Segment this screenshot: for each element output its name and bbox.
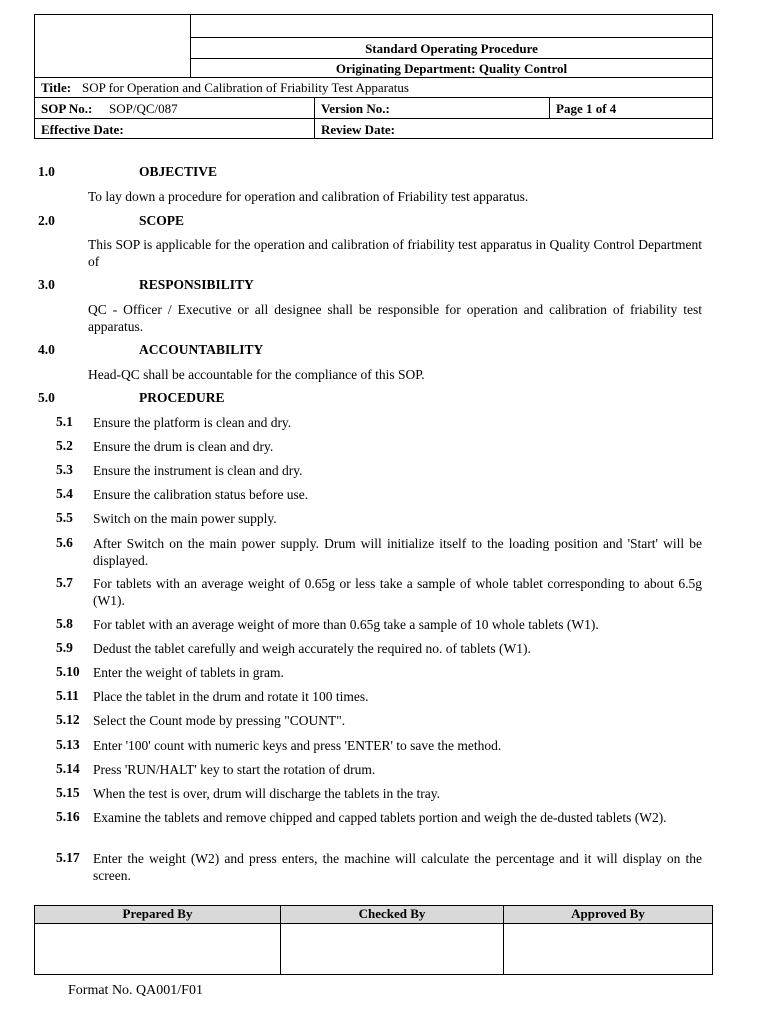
step-text: Enter the weight of tablets in gram. xyxy=(93,665,284,680)
step-text: Enter '100' count with numeric keys and press 'ENTER' to save the method. xyxy=(93,738,502,753)
page-cell xyxy=(549,97,713,119)
step-text: Ensure the platform is clean and dry. xyxy=(93,415,292,430)
section-number: 3.0 xyxy=(38,277,55,292)
step-text: Dedust the tablet carefully and weigh accurately the required no. of tablets (W1). xyxy=(93,641,531,656)
step-number: 5.16 xyxy=(56,809,80,824)
step-number: 5.13 xyxy=(56,737,80,752)
page-label: Page 1 of 4 xyxy=(556,101,617,116)
step-text: Press 'RUN/HALT' key to start the rotation of drum. xyxy=(93,762,376,777)
step-text: When the test is over, drum will discharge the tablets in the tray. xyxy=(93,786,440,801)
step-number: 5.10 xyxy=(56,664,80,679)
header-blank-cell xyxy=(190,14,713,38)
step-text: Examine the tablets and remove chipped and capped tablets portion and weigh the de-dusted tablets (W2). xyxy=(93,810,667,825)
step-number: 5.1 xyxy=(56,414,73,429)
section-number: 5.0 xyxy=(38,390,55,405)
step-number: 5.15 xyxy=(56,785,80,800)
step-number: 5.8 xyxy=(56,616,73,631)
format-number: Format No. QA001/F01 xyxy=(68,983,203,998)
step-number: 5.3 xyxy=(56,462,73,477)
section-text: To lay down a procedure for operation and calibration of Friability test apparatus. xyxy=(88,189,529,204)
header-line2-cell xyxy=(190,58,713,78)
step-text: Ensure the instrument is clean and dry. xyxy=(93,463,303,478)
header-line1-cell xyxy=(190,37,713,59)
approved-by-label: Approved By xyxy=(571,906,645,921)
sop-heading: Standard Operating Procedure xyxy=(365,41,538,56)
step-number: 5.7 xyxy=(56,575,73,590)
section-title: ACCOUNTABILITY xyxy=(139,342,264,357)
section-title: SCOPE xyxy=(139,213,185,228)
review-date-cell xyxy=(314,118,713,139)
checked-by-label: Checked By xyxy=(358,906,426,921)
section-number: 4.0 xyxy=(38,342,55,357)
version-cell xyxy=(314,97,550,119)
step-text: Switch on the main power supply. xyxy=(93,511,277,526)
step-text: For tablets with an average weight of 0.65g or less take a sample of whole tablet corresponding to about 6.5g (W1). xyxy=(93,576,702,608)
prepared-by-sign-cell xyxy=(34,923,281,975)
section-number: 2.0 xyxy=(38,213,55,228)
section-title: OBJECTIVE xyxy=(139,164,218,179)
step-number: 5.17 xyxy=(56,850,80,865)
step-number: 5.2 xyxy=(56,438,73,453)
checked-by-sign-cell xyxy=(280,923,504,975)
prepared-by-label: Prepared By xyxy=(122,906,193,921)
review-date-label: Review Date: xyxy=(321,122,395,137)
step-text: Select the Count mode by pressing "COUNT". xyxy=(93,713,346,728)
section-number: 1.0 xyxy=(38,164,55,179)
title-cell xyxy=(34,77,713,98)
step-number: 5.11 xyxy=(56,688,79,703)
sop-no-cell xyxy=(34,97,315,119)
step-text: Ensure the drum is clean and dry. xyxy=(93,439,274,454)
sop-no-label: SOP No.: xyxy=(41,101,93,116)
section-text: This SOP is applicable for the operation and calibration of friability test apparatus in Quality Control Department of xyxy=(88,237,702,269)
step-number: 5.9 xyxy=(56,640,73,655)
section-title: PROCEDURE xyxy=(139,390,225,405)
step-text: Place the tablet in the drum and rotate it 100 times. xyxy=(93,689,369,704)
step-text: Ensure the calibration status before use. xyxy=(93,487,309,502)
logo-box xyxy=(34,14,191,78)
step-number: 5.14 xyxy=(56,761,80,776)
step-number: 5.4 xyxy=(56,486,73,501)
step-text: Enter the weight (W2) and press enters, the machine will calculate the percentage and it will display on the screen. xyxy=(93,851,702,883)
section-title: RESPONSIBILITY xyxy=(139,277,254,292)
effective-date-cell xyxy=(34,118,315,139)
step-text: For tablet with an average weight of more than 0.65g take a sample of 10 whole tablets (W1). xyxy=(93,617,599,632)
title-value: SOP for Operation and Calibration of Friability Test Apparatus xyxy=(82,80,409,95)
step-text: After Switch on the main power supply. Drum will initialize itself to the loading position and 'Start' will be displayed. xyxy=(93,536,702,568)
step-number: 5.12 xyxy=(56,712,80,727)
title-label: Title: xyxy=(41,80,72,95)
approved-by-sign-cell xyxy=(503,923,713,975)
step-number: 5.6 xyxy=(56,535,73,550)
version-label: Version No.: xyxy=(321,101,390,116)
section-text: Head-QC shall be accountable for the compliance of this SOP. xyxy=(88,367,425,382)
sop-no-value: SOP/QC/087 xyxy=(109,101,178,116)
step-number: 5.5 xyxy=(56,510,73,525)
effective-date-label: Effective Date: xyxy=(41,122,124,137)
section-text: QC - Officer / Executive or all designee shall be responsible for operation and calibration of friability test apparatus. xyxy=(88,302,702,334)
department-heading: Originating Department: Quality Control xyxy=(335,61,568,76)
